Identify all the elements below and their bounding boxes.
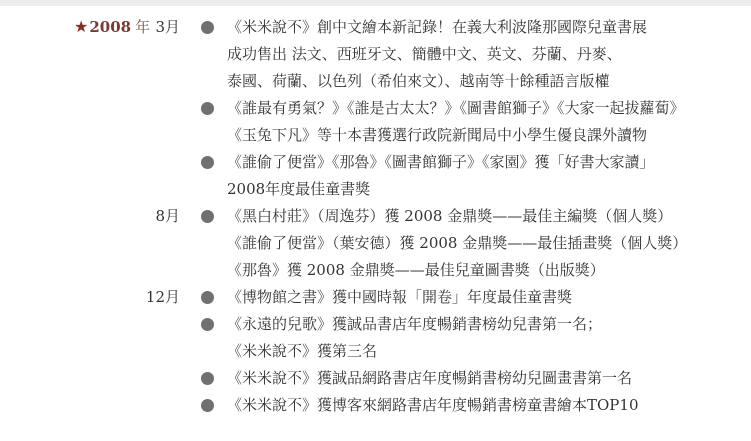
month-label: 12月: [145, 288, 180, 306]
award-entry-line: 《黑白村莊》（周逸芬）獲 2008 金鼎獎——最佳主編獎（個人獎）: [227, 207, 673, 225]
award-entry-line: 《誰偷了便當》（葉安德）獲 2008 金鼎獎——最佳插畫獎（個人獎）: [227, 234, 688, 252]
award-entry-line: 《博物館之書》獲中國時報「開卷」年度最佳童書獎: [227, 288, 573, 306]
award-entry-line: 《誰最有勇氣？》《誰是古太太？》《圖書館獅子》《大家一起拔蘿蔔》: [227, 99, 685, 117]
star-icon: ★: [74, 17, 89, 36]
bullet-icon: [201, 210, 214, 223]
bullet-icon: [201, 291, 214, 304]
award-entry-line: 《米米說不》獲誠品網路書店年度暢銷書榜幼兒圖畫書第一名: [227, 369, 633, 387]
bullet-icon: [201, 372, 214, 385]
bullet-icon: [201, 399, 214, 412]
award-entry-line: 2008年度最佳童書獎: [227, 180, 371, 198]
award-entry-line: 成功售出 法文、西班牙文、簡體中文、英文、芬蘭、丹麥、: [227, 45, 622, 63]
award-entry-line: 《誰偷了便當》《那魯》《圖書館獅子》《家園》獲「好書大家讀」: [227, 153, 655, 171]
year-unit: 年: [135, 18, 151, 36]
award-entry-line: 《米米說不》創中文繪本新記錄！在義大利波隆那國際兒童書展: [227, 18, 648, 36]
top-divider: [0, 0, 751, 6]
bullet-icon: [201, 21, 214, 34]
award-entry-line: 《那魯》獲 2008 金鼎獎——最佳兒童圖書獎（出版獎）: [227, 261, 605, 279]
bullet-icon: [201, 318, 214, 331]
award-entry-line: 《玉兔下凡》等十本書獲選行政院新聞局中小學生優良課外讀物: [227, 126, 648, 144]
bullet-icon: [201, 102, 214, 115]
award-entry-line: 泰國、荷蘭、以色列（希伯來文）、越南等十餘種語言版權: [227, 72, 610, 90]
year-number: 2008: [89, 18, 132, 36]
award-entry-line: 《米米說不》獲第三名: [227, 342, 378, 360]
month-label: 3月: [155, 18, 180, 36]
month-label: 8月: [155, 207, 180, 225]
award-entry-line: 《米米說不》獲博客來網路書店年度暢銷書榜童書繪本TOP10: [227, 396, 639, 414]
award-entry-line: 《永遠的兒歌》獲誠品書店年度暢銷書榜幼兒書第一名；: [227, 315, 603, 333]
bullet-icon: [201, 156, 214, 169]
